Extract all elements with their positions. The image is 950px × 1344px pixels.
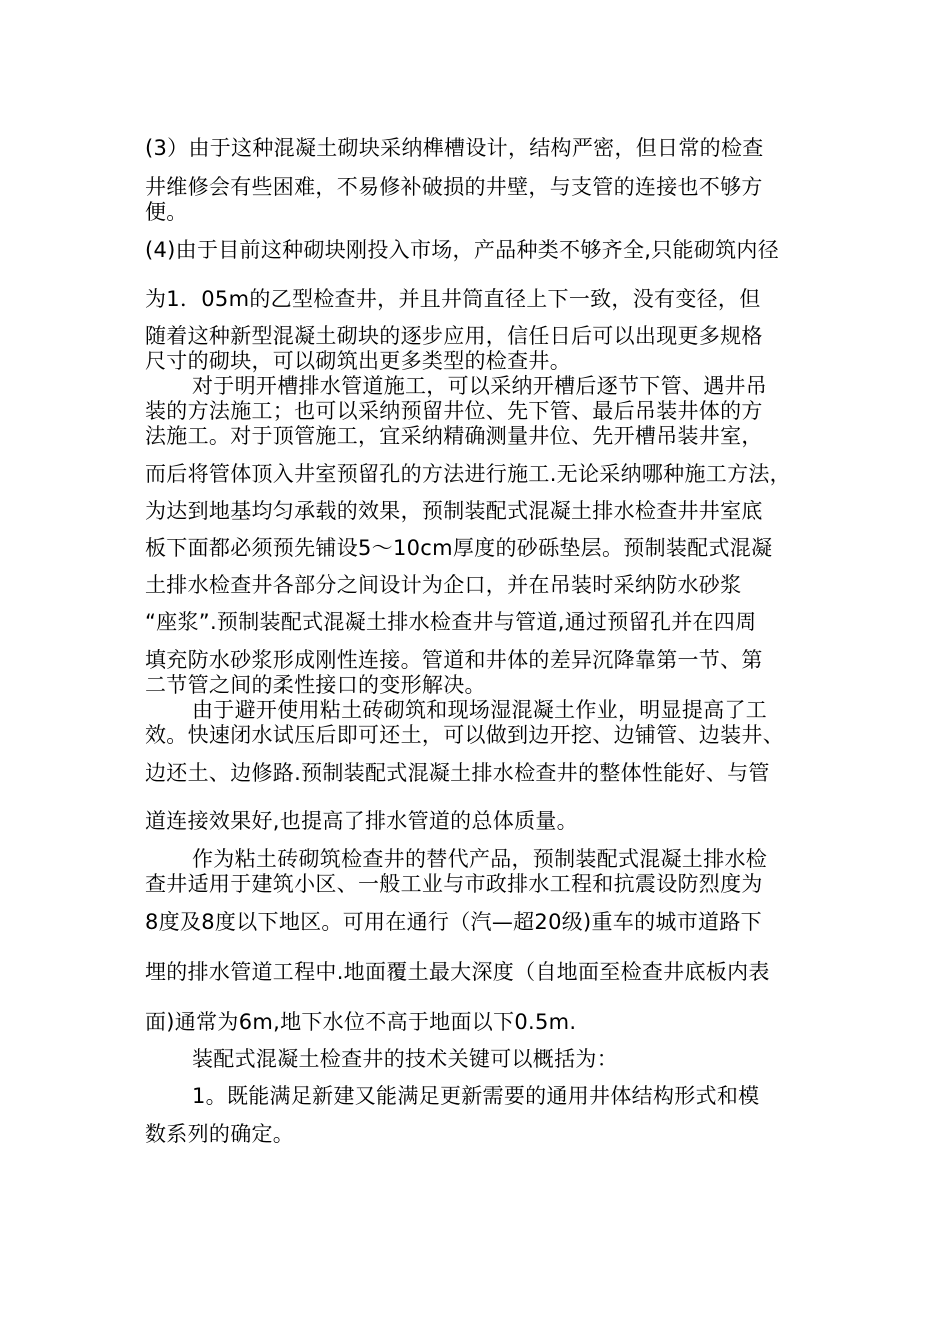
text-line: 尺寸的砌块，可以砌筑出更多类型的检查井。 [145, 349, 571, 373]
text-line: 板下面都必须预先铺设5～10cm厚度的砂砾垫层。预制装配式混凝 [145, 536, 773, 560]
text-line: 装配式混凝土检查井的技术关键可以概括为： [192, 1047, 618, 1071]
text-line: 8度及8度以下地区。可用在通行（汽—超20级)重车的城市道路下 [145, 910, 762, 934]
text-line: 填充防水砂浆形成刚性连接。管道和井体的差异沉降靠第一节、第 [145, 648, 763, 672]
text-line: 面)通常为6m,地下水位不高于地面以下0.5m. [145, 1010, 577, 1034]
text-line: 1。既能满足新建又能满足更新需要的通用井体结构形式和模 [192, 1084, 760, 1108]
text-line: 法施工。对于顶管施工，宜采纳精确测量井位、先开槽吊装井室， [145, 424, 763, 448]
text-line: 数系列的确定。 [145, 1122, 295, 1146]
text-line: 随着这种新型混凝土砌块的逐步应用，信任日后可以出现更多规格 [145, 324, 763, 348]
text-line: 道连接效果好,也提高了排水管道的总体质量。 [145, 809, 578, 833]
text-line: 边还土、边修路.预制装配式混凝土排水检查井的整体性能好、与管 [145, 761, 770, 785]
text-line: 为1．05m的乙型检查井，并且井筒直径上下一致，没有变径，但 [145, 287, 761, 311]
text-line: 对于明开槽排水管道施工，可以采纳开槽后逐节下管、遇井吊 [192, 374, 768, 398]
text-line: 而后将管体顶入井室预留孔的方法进行施工.无论采纳哪种施工方法， [145, 462, 791, 486]
text-line: 效。快速闭水试压后即可还土，可以做到边开挖、边铺管、边装井、 [145, 723, 784, 747]
text-line: 查井适用于建筑小区、一般工业与市政排水工程和抗震设防烈度为 [145, 872, 763, 896]
text-line: 为达到地基均匀承载的效果，预制装配式混凝土排水检查井井室底 [145, 499, 763, 523]
text-line: 二节管之间的柔性接口的变形解决。 [145, 673, 486, 697]
text-line: 井维修会有些困难，不易修补破损的井壁，与支管的连接也不够方 [145, 175, 763, 199]
text-line: (3）由于这种混凝土砌块采纳榫槽设计，结构严密，但日常的检查 [145, 136, 764, 160]
text-line: 装的方法施工；也可以采纳预留井位、先下管、最后吊装井体的方 [145, 399, 763, 423]
text-line: 土排水检查井各部分之间设计为企口，并在吊装时采纳防水砂浆 [145, 573, 742, 597]
text-line: 便。 [145, 200, 188, 224]
text-line: 由于避开使用粘土砖砌筑和现场湿混凝土作业，明显提高了工 [192, 698, 768, 722]
text-line: 作为粘土砖砌筑检查井的替代产品，预制装配式混凝土排水检 [192, 847, 768, 871]
text-line: “座浆”.预制装配式混凝土排水检查井与管道,通过预留孔并在四周 [145, 610, 757, 634]
text-line: 埋的排水管道工程中.地面覆土最大深度（自地面至检查井底板内表 [145, 960, 770, 984]
text-line: (4)由于目前这种砌块刚投入市场，产品种类不够齐全,只能砌筑内径 [145, 238, 780, 262]
